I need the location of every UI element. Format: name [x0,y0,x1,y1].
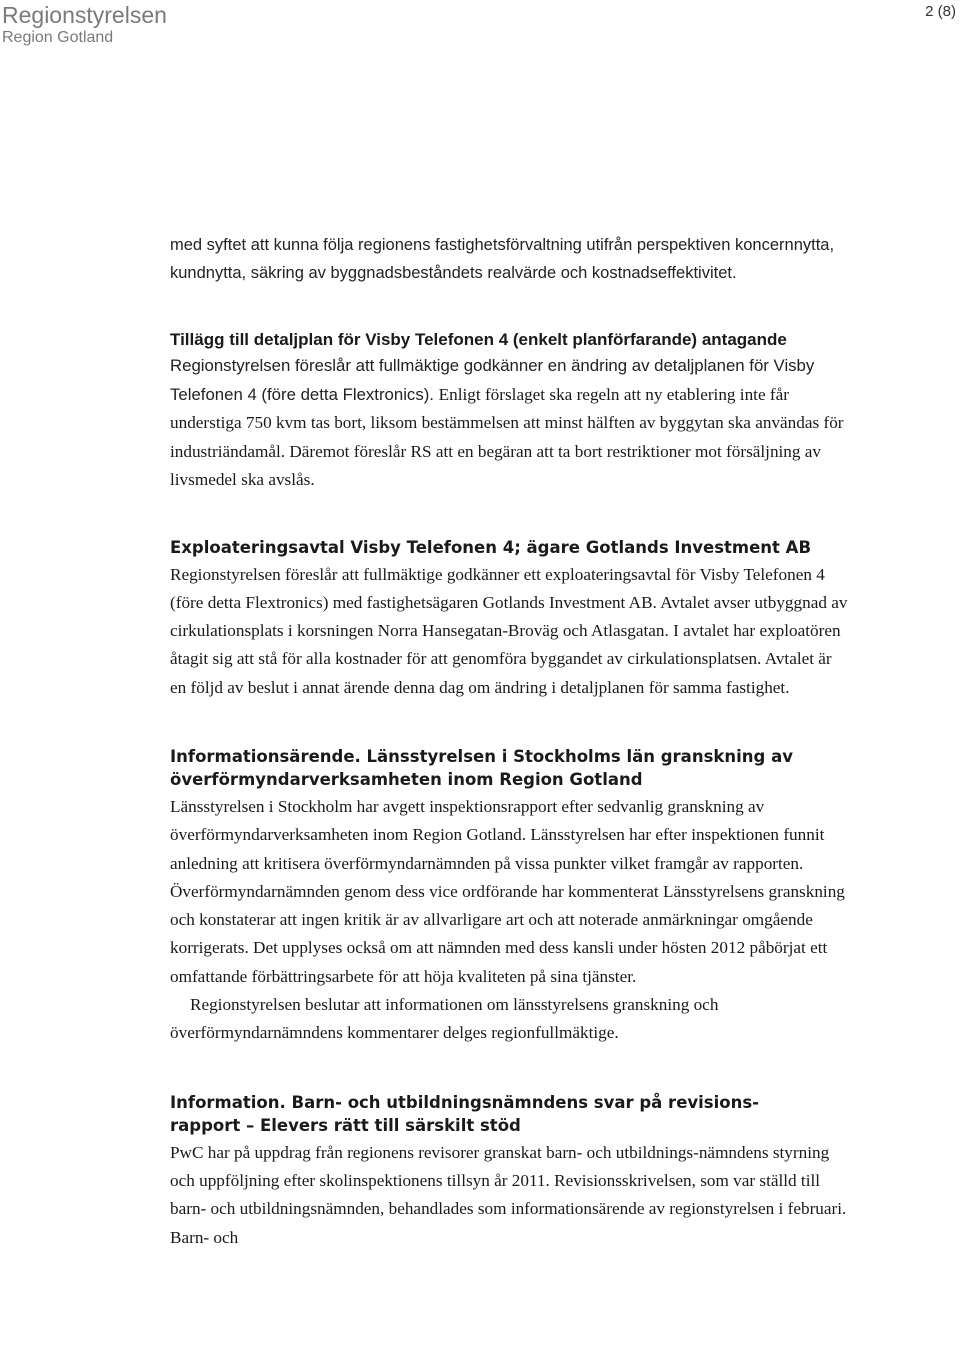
section-heading: Exploateringsavtal Visby Telefonen 4; ägare Gotlands Investment AB [170,537,812,557]
intro-paragraph: med syftet att kunna följa regionens fastighetsförvaltning utifrån perspektiven koncernnytta, kundnytta, säkring av byggnadsbeståndets realvärde och kostnadseffektivitet. [170,236,835,282]
section-paragraph-decision: Regionstyrelsen beslutar att informationen om länsstyrelsens granskning och överförmyndarnämndens kommentarer delges regionfullmäktige. [170,995,719,1043]
intro-section [170,231,850,287]
section-paragraph: PwC har på uppdrag från regionens revisorer granskat barn- och utbildnings-nämndens styrning och uppföljning efter skolinspektionens tillsyn år 2011. Revisionsskrivelsen, som var ställd till barn- och utbildningsnämnden, behandlades som informationsärende av regionstyrelsen i februari. Barn- och [170,1142,847,1247]
heading-line-1: Information. Barn- och utbildningsnämndens svar på revisions- [170,1092,760,1112]
page-number: 2 (8) [925,3,956,20]
header-region: Region Gotland [2,29,114,46]
paragraph-serif-part: Enligt förslaget ska regeln att ny etablering inte får understiga 750 kvm tas bort, liksom bestämmelsen att minst hälften av byggytan ska användas för industriändamål. Däremot föreslår RS att en begäran att ta bort restriktioner mot försäljning av livsmedel ska avslås. [170,384,844,489]
paragraph-sans-part: Regionstyrelsen föreslår att fullmäktige godkänner en ändring av detaljplanen för Visby Telefonen 4 (före detta Flextronics). [170,356,815,404]
section-detaljplan [170,328,850,495]
heading-line-2: överförmyndarverksamheten inom Region Gotland [170,769,643,789]
heading-line-2: rapport – Elevers rätt till särskilt stöd [170,1115,521,1135]
section-heading [170,1091,850,1137]
section-heading [170,745,850,791]
document-body [170,231,850,1252]
section-revisionsrapport [170,1091,850,1252]
section-paragraph: Länsstyrelsen i Stockholm har avgett inspektionsrapport efter sedvanlig granskning av överförmyndarverksamheten inom Region Gotland. Länsstyrelsen har efter inspektionen funnit anledning att kritisera överförmyndarnämnden på vissa punkter vilket framgår av rapporten. Överförmyndarnämnden genom dess vice ordförande har kommenterat Länsstyrelsens granskning och konstaterar att ingen kritik är av allvarligare art och att noterade anmärkningar omgående korrigerats. Det upplyses också om att nämnden med dess kansli under hösten 2012 påbörjat ett omfattande förbättringsarbete för att höja kvaliteten på sina tjänster. [170,796,845,986]
section-exploateringsavtal [170,536,850,702]
section-heading: Tillägg till detaljplan för Visby Telefonen 4 (enkelt planförfarande) antagande [170,330,787,349]
section-overformyndare [170,745,850,1048]
header-organization: Regionstyrelsen [2,2,167,28]
heading-line-1: Informationsärende. Länsstyrelsen i Stockholms län granskning av [170,746,793,766]
section-paragraph: Regionstyrelsen föreslår att fullmäktige godkänner ett exploateringsavtal för Visby Telefonen 4 (före detta Flextronics) med fastighetsägaren Gotlands Investment AB. Avtalet avser utbyggnad av cirkulationsplats i korsningen Norra Hansegatan-Broväg och Atlasgatan. I avtalet har exploatören åtagit sig att stå för alla kostnader för att genomföra byggandet av cirkulationsplatsen. Avtalet är en följd av beslut i annat ärende denna dag om ändring i detaljplanen för samma fastighet. [170,564,848,697]
section-paragraph [170,352,850,495]
